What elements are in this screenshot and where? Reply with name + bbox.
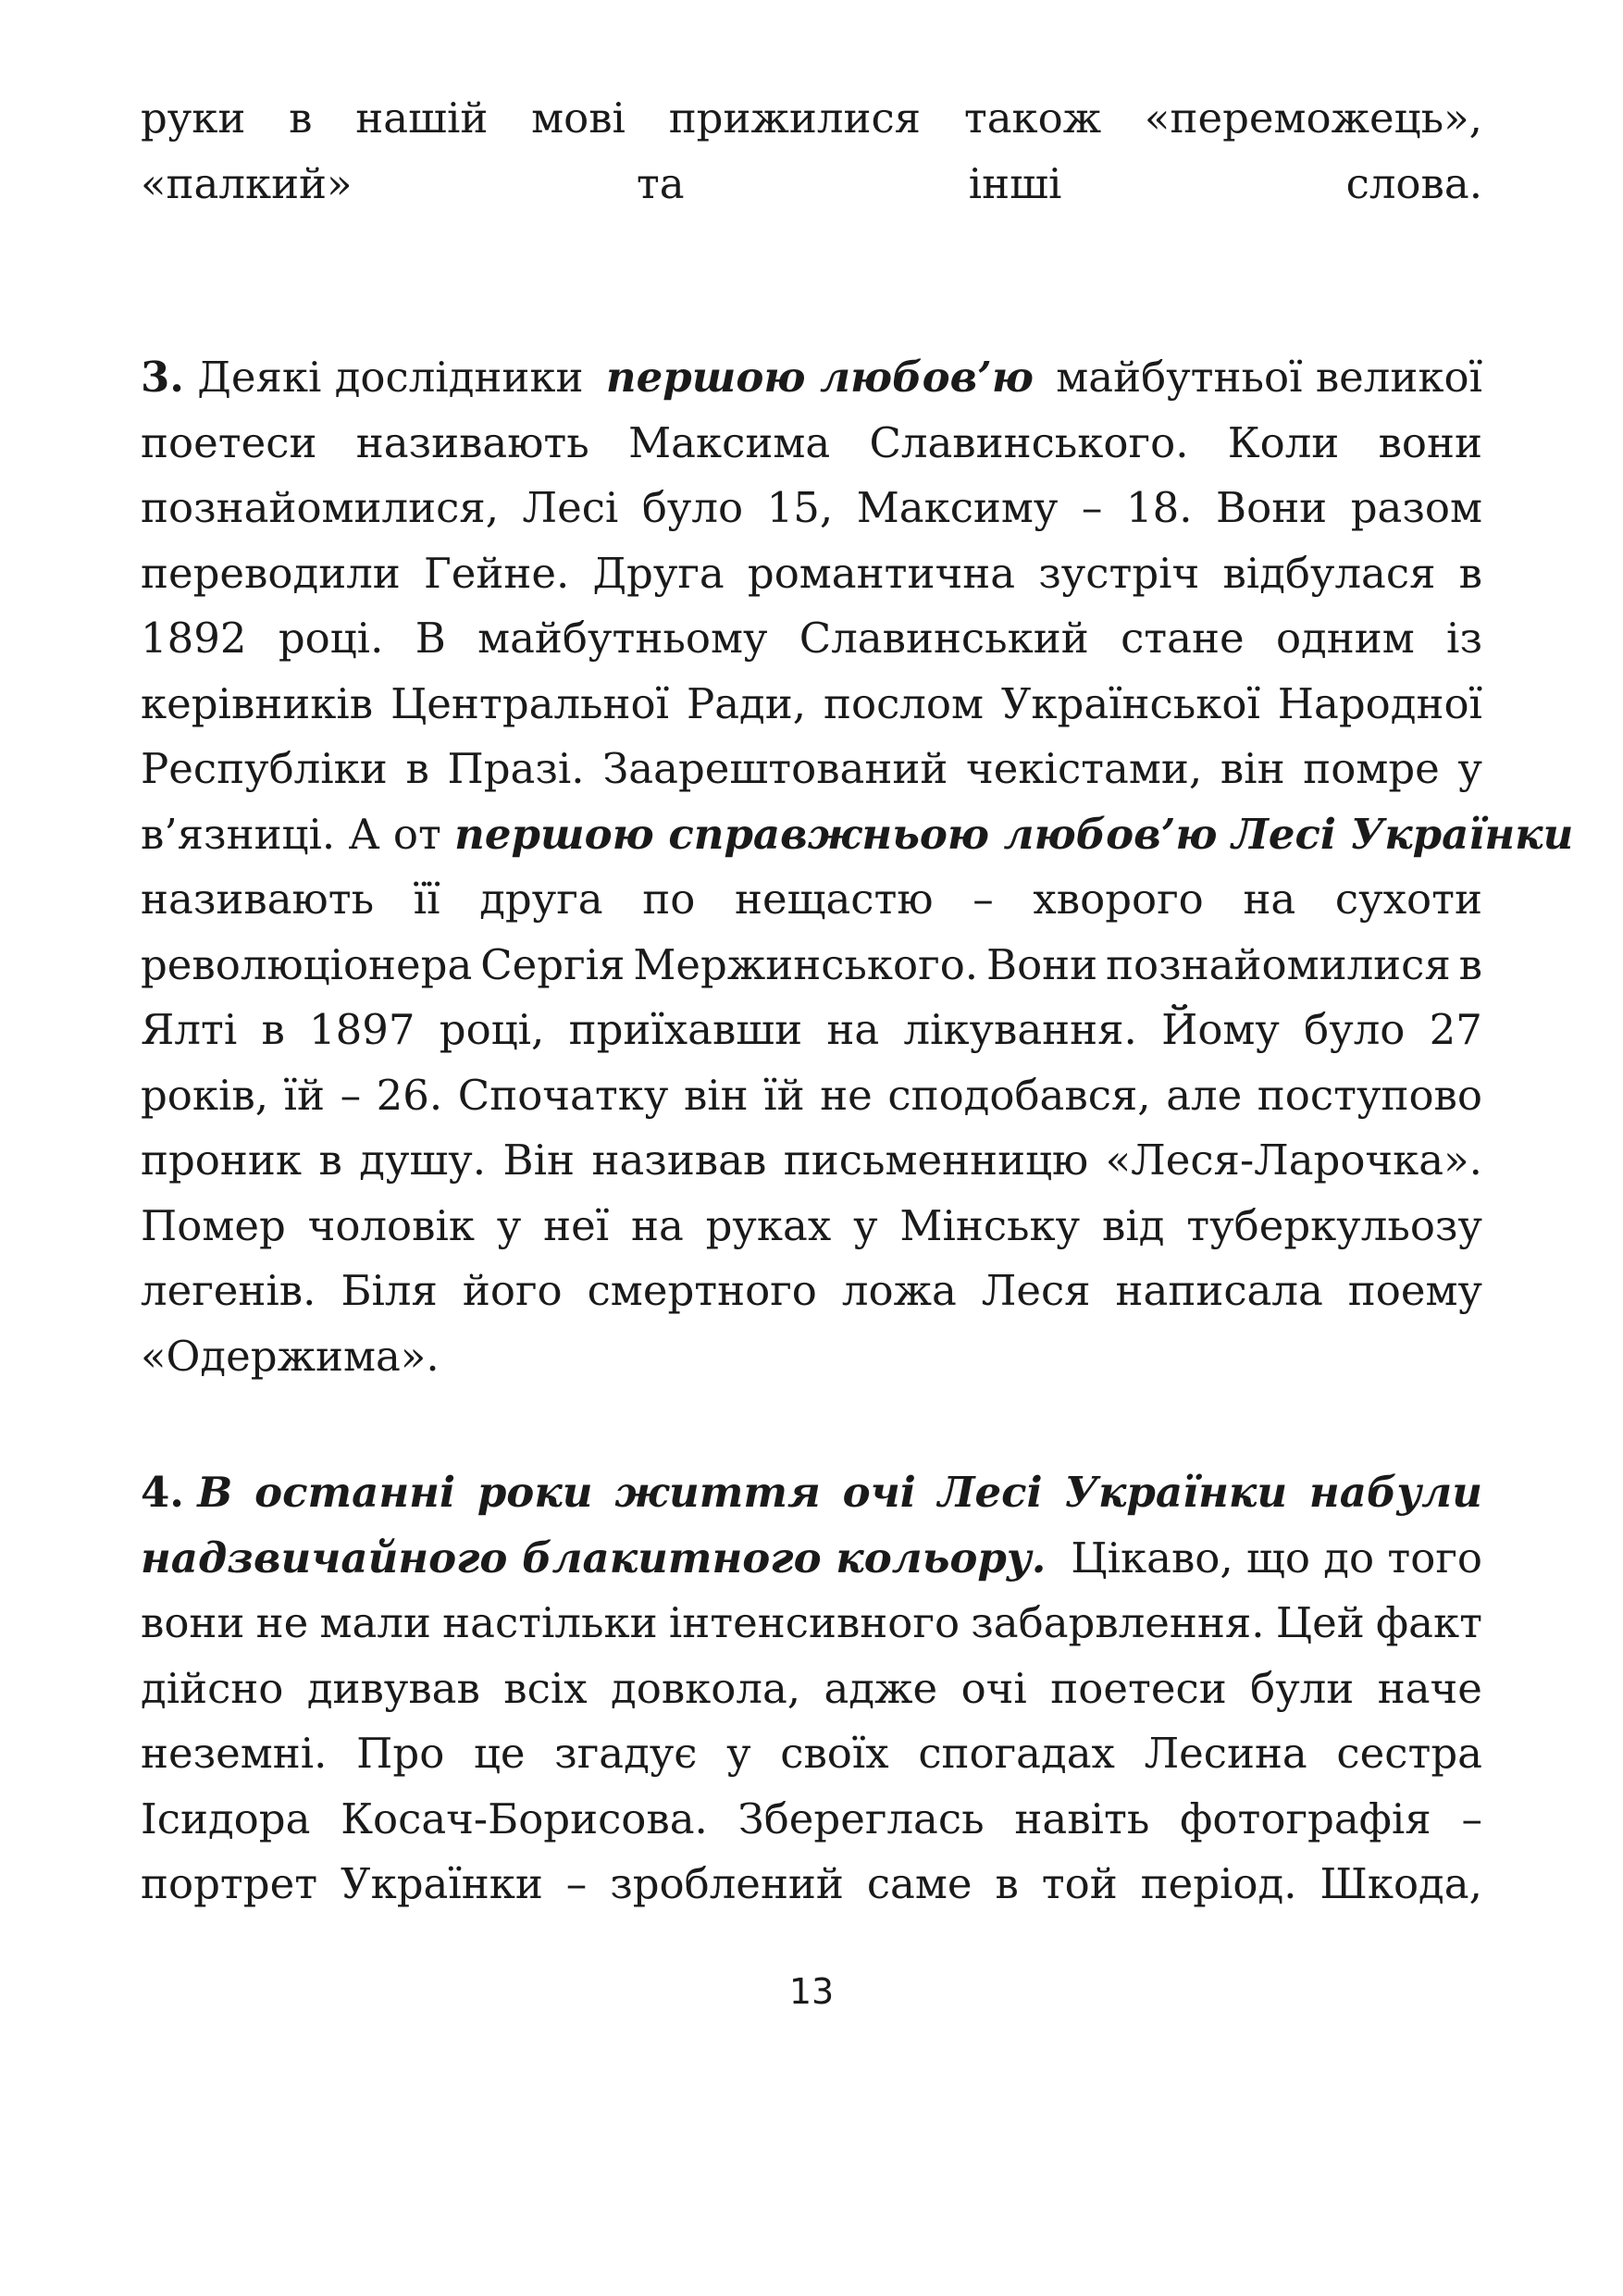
- text-line: Ісидора Косач-Борисова. Збереглась навіть фотографія –: [141, 1793, 1482, 1843]
- text-line: портрет Українки – зроблений саме в той період. Шкода,: [141, 1859, 1482, 1908]
- text-line: в’язниці. А от першою справжньою любов’ю Лесі Українки: [141, 802, 1482, 868]
- paragraph-section-4: [141, 1460, 1482, 1917]
- text-line: 4. В останні роки життя очі Лесі Українки набули: [141, 1468, 1482, 1517]
- section-number: 3.: [141, 353, 184, 402]
- text-line: «Одержима».: [141, 1331, 440, 1381]
- text-line: переводили Гейне. Друга романтична зустріч відбулася в: [141, 548, 1482, 598]
- text-line: вони не мали настільки інтенсивного забарвлення. Цей факт: [141, 1598, 1482, 1647]
- emphasis-eyes: В: [197, 1468, 233, 1517]
- text-line: неземні. Про це згадує у своїх спогадах Лесина сестра: [141, 1729, 1482, 1778]
- text-line: Республіки в Празі. Заарештований чекістами, він помре у: [141, 744, 1482, 793]
- text-line: революціонера Сергія Мержинського. Вони познайомилися в: [141, 939, 1482, 989]
- emphasis-true-love: першою справжньою любов’ю Лесі Українки: [454, 809, 1574, 859]
- text-line: керівників Центральної Ради, послом Української Народної: [141, 678, 1482, 728]
- text-line: 1892 році. В майбутньому Славинський стане одним із: [141, 614, 1482, 663]
- text-line: дійсно дивував всіх довкола, адже очі поетеси були наче: [141, 1663, 1482, 1713]
- paragraph-continuation: [141, 86, 1482, 217]
- emphasis-blue-color: надзвичайного блакитного кольору.: [141, 1533, 1047, 1582]
- section-number: 4.: [141, 1468, 184, 1517]
- text-line: руки в нашій мові прижилися також «переможець»,: [141, 93, 1482, 143]
- text-line: познайомилися, Лесі було 15, Максиму – 18. Вони разом: [141, 483, 1482, 532]
- text-line: «палкий» та інші слова.: [141, 158, 1482, 208]
- paragraph-section-3: [141, 345, 1574, 1389]
- text-line: поетеси називають Максима Славинського. Коли вони: [141, 417, 1482, 467]
- page-number: 13: [788, 1971, 835, 2012]
- text-line: 3. Деякі дослідники першою любов’ю майбутньої великої: [141, 345, 1482, 411]
- text-line: легенів. Біля його смертного ложа Леся написала поему: [141, 1266, 1482, 1315]
- emphasis-first-love: першою любов’ю: [605, 353, 1034, 402]
- text-line: Помер чоловік у неї на руках у Мінську від туберкульозу: [141, 1200, 1482, 1250]
- text-line: надзвичайного блакитного кольору. Цікаво, що до того: [141, 1526, 1482, 1592]
- text-line: називають її друга по нещастю – хворого на сухоти: [141, 875, 1482, 924]
- text-line: років, їй – 26. Спочатку він їй не сподобався, але поступово: [141, 1070, 1482, 1120]
- text-line: проник в душу. Він називав письменницю «Леся-Ларочка».: [141, 1136, 1482, 1185]
- text-line: Ялті в 1897 році, приїхавши на лікування. Йому було 27: [141, 1005, 1482, 1054]
